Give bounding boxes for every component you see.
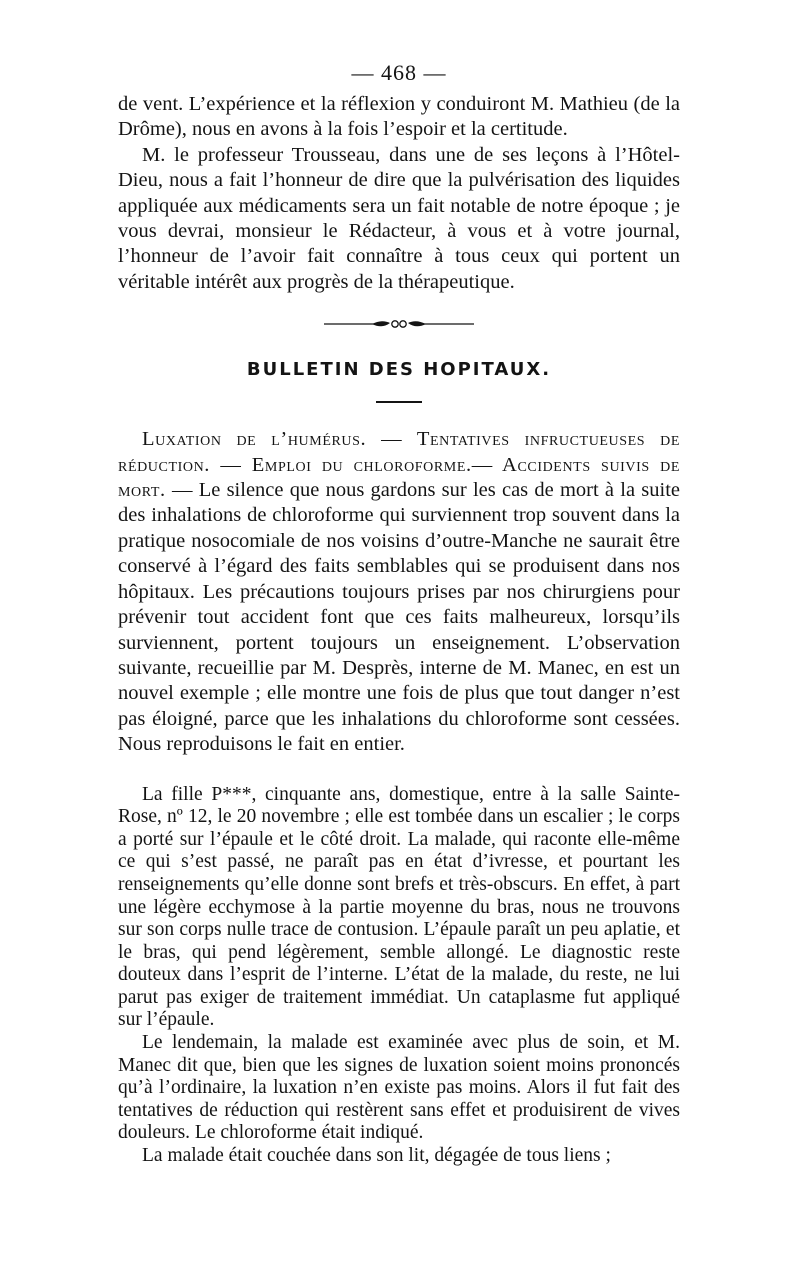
case-paragraph-1: La fille P***, cinquante ans, domestique, entre à la salle Sainte-Rose, nº 12, le 20 novembre ; elle est tombée dans un escalier ; le corps a porté sur l’épaule et le côté droit. La malade, qui raconte elle-même ce qui s’est passé, ne paraît pas en état d’ivresse, et pourtant les renseignements qu’elle donne sont brefs et très-obscurs. En effet, à part une légère ecchymose à la partie moyenne du bras, nous ne trouvons sur son corps nulle trace de contusion. L’épaule paraît un peu aplatie, et le bras, qui pend légèrement, semble allongé. Le diagnostic reste douteux dans l’esprit de l’interne. L’état de la malade, du reste, ne lui parut pas exiger de traitement immédiat. Un cataplasme fut appliqué sur l’épaule. <box>118 783 680 1031</box>
intro-paragraph-2: M. le professeur Trousseau, dans une de ses leçons à l’Hôtel-Dieu, nous a fait l’honneur de dire que la pulvérisation des liquides appliquée aux médicaments sera un fait notable de notre époque ; je vous devrai, monsieur le Rédacteur, à vous et à votre journal, l’honneur de l’avoir fait connaître à tous ceux qui portent un véritable intérêt aux progrès de la thérapeutique. <box>118 143 680 293</box>
intro-paragraph-1: de vent. L’expérience et la réflexion y conduiront M. Mathieu (de la Drôme), nous en avons à la fois l’espoir et la certitude. <box>118 93 680 141</box>
article-paragraph <box>118 427 680 757</box>
case-paragraph-3: La malade était couchée dans son lit, dégagée de tous liens ; <box>142 1145 611 1167</box>
book-page <box>118 58 680 1168</box>
article <box>118 427 680 757</box>
section-title: BULLETIN DES HOPITAUX. <box>246 359 552 381</box>
case-paragraph-2: Le lendemain, la malade est examinée avec plus de soin, et M. Manec dit que, bien que les signes de luxation soient moins prononcés qu’à l’ordinaire, la luxation n’en existe pas moins. Alors il fut fait des tentatives de réduction qui restèrent sans effet et produisirent de vives douleurs. Le chloroforme était indiqué. <box>118 1032 680 1144</box>
ornament-divider-icon <box>324 317 474 331</box>
title-rule <box>376 401 422 403</box>
article-body: — Le silence que nous gardons sur les cas de mort à la suite des inhalations de chloroforme qui surviennent trop souvent dans la pratique nosocomiale de nos voisins d’outre-Manche ne saurait être conservé à l’égard des faits semblables qui se produisent dans nos hôpitaux. Les précautions toujours prises par nos chirurgiens pour prévenir tout accident font que ces faits malheureux, lorsqu’ils surviennent, portent toujours un enseignement. L’observation suivante, recueillie par M. Desprès, interne de M. Manec, en est un nouvel exemple ; elle montre une fois de plus que tout danger n’est pas éloigné, parce que les inhalations du chloroforme sont cessées. Nous reproduisons le fait en entier. <box>118 479 681 756</box>
page-number: — 468 — <box>351 60 447 85</box>
article-heading: Luxation de l’humérus. — Tentatives infructueuses de réduction. — Emploi du chloroforme.— Accidents suivis de mort. <box>118 428 680 502</box>
case-report <box>118 784 680 1168</box>
